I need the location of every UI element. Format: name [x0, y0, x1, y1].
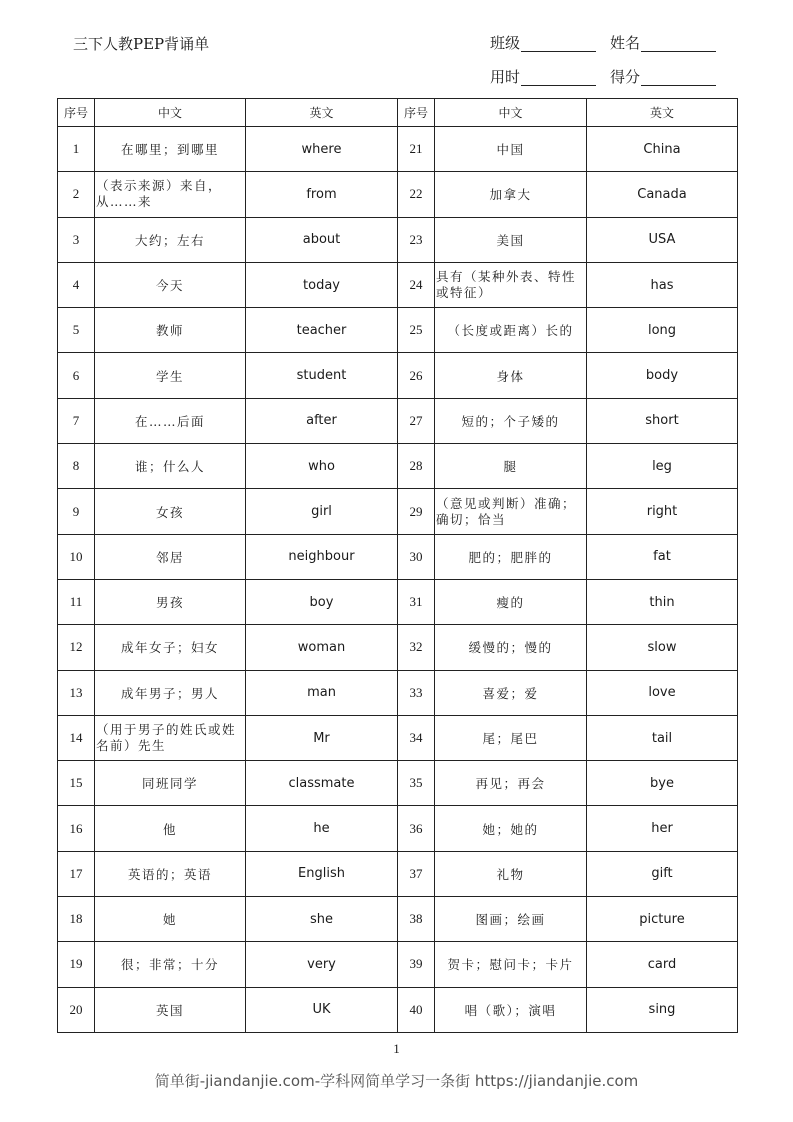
- row-number: 14: [58, 715, 95, 760]
- row-number: 15: [58, 761, 95, 806]
- table-header-row: [58, 99, 738, 127]
- name-field: [610, 34, 716, 52]
- column-header: 英文: [587, 99, 738, 127]
- chinese-meaning: 在……后面: [95, 398, 246, 443]
- row-number: 18: [58, 897, 95, 942]
- english-word: boy: [246, 579, 398, 624]
- table-row: [58, 670, 738, 715]
- english-word: her: [587, 806, 738, 851]
- table-row: [58, 851, 738, 896]
- row-number: 8: [58, 444, 95, 489]
- row-number: 25: [398, 308, 435, 353]
- score-blank[interactable]: [641, 69, 716, 86]
- row-number: 33: [398, 670, 435, 715]
- table-row: [58, 987, 738, 1032]
- time-label: 用时: [490, 68, 521, 86]
- chinese-meaning: 教师: [95, 308, 246, 353]
- english-word: UK: [246, 987, 398, 1032]
- row-number: 1: [58, 127, 95, 172]
- row-number: 19: [58, 942, 95, 987]
- english-word: China: [587, 127, 738, 172]
- table-row: [58, 625, 738, 670]
- table-row: [58, 398, 738, 443]
- chinese-meaning: 成年男子；男人: [95, 670, 246, 715]
- table-row: [58, 444, 738, 489]
- row-number: 4: [58, 262, 95, 307]
- english-word: very: [246, 942, 398, 987]
- row-number: 21: [398, 127, 435, 172]
- chinese-meaning: （意见或判断）准确；确切；恰当: [435, 489, 587, 534]
- table-row: [58, 897, 738, 942]
- chinese-meaning: 英语的；英语: [95, 851, 246, 896]
- table-row: [58, 806, 738, 851]
- time-field: [490, 68, 596, 86]
- chinese-meaning: 她: [95, 897, 246, 942]
- chinese-meaning: （用于男子的姓氏或姓名前）先生: [95, 715, 246, 760]
- english-word: Canada: [587, 172, 738, 217]
- chinese-meaning: 她；她的: [435, 806, 587, 851]
- page-number: 1: [393, 1041, 400, 1056]
- english-word: woman: [246, 625, 398, 670]
- english-word: from: [246, 172, 398, 217]
- vocabulary-table: [57, 98, 738, 1033]
- table-row: [58, 579, 738, 624]
- class-field: [490, 34, 596, 52]
- row-number: 36: [398, 806, 435, 851]
- name-blank[interactable]: [641, 35, 716, 52]
- table-row: [58, 308, 738, 353]
- english-word: picture: [587, 897, 738, 942]
- column-header: 英文: [246, 99, 398, 127]
- english-word: body: [587, 353, 738, 398]
- chinese-meaning: 加拿大: [435, 172, 587, 217]
- english-word: Mr: [246, 715, 398, 760]
- row-number: 30: [398, 534, 435, 579]
- row-number: 9: [58, 489, 95, 534]
- row-number: 3: [58, 217, 95, 262]
- time-blank[interactable]: [521, 69, 596, 86]
- row-number: 20: [58, 987, 95, 1032]
- table-row: [58, 127, 738, 172]
- chinese-meaning: 身体: [435, 353, 587, 398]
- english-word: card: [587, 942, 738, 987]
- english-word: has: [587, 262, 738, 307]
- row-number: 5: [58, 308, 95, 353]
- chinese-meaning: 谁；什么人: [95, 444, 246, 489]
- chinese-meaning: 瘦的: [435, 579, 587, 624]
- score-field: [610, 68, 716, 86]
- english-word: after: [246, 398, 398, 443]
- chinese-meaning: 很；非常；十分: [95, 942, 246, 987]
- english-word: bye: [587, 761, 738, 806]
- chinese-meaning: 男孩: [95, 579, 246, 624]
- chinese-meaning: 女孩: [95, 489, 246, 534]
- english-word: English: [246, 851, 398, 896]
- row-number: 32: [398, 625, 435, 670]
- chinese-meaning: 礼物: [435, 851, 587, 896]
- chinese-meaning: 缓慢的；慢的: [435, 625, 587, 670]
- english-word: neighbour: [246, 534, 398, 579]
- chinese-meaning: 他: [95, 806, 246, 851]
- chinese-meaning: 大约；左右: [95, 217, 246, 262]
- table-row: [58, 534, 738, 579]
- chinese-meaning: 在哪里；到哪里: [95, 127, 246, 172]
- chinese-meaning: 短的；个子矮的: [435, 398, 587, 443]
- class-blank[interactable]: [521, 35, 596, 52]
- english-word: girl: [246, 489, 398, 534]
- english-word: leg: [587, 444, 738, 489]
- english-word: today: [246, 262, 398, 307]
- table-row: [58, 942, 738, 987]
- row-number: 28: [398, 444, 435, 489]
- english-word: tail: [587, 715, 738, 760]
- chinese-meaning: 成年女子；妇女: [95, 625, 246, 670]
- name-label: 姓名: [610, 34, 641, 52]
- chinese-meaning: 中国: [435, 127, 587, 172]
- column-header: 中文: [435, 99, 587, 127]
- table-row: [58, 217, 738, 262]
- class-label: 班级: [490, 34, 521, 52]
- row-number: 38: [398, 897, 435, 942]
- row-number: 11: [58, 579, 95, 624]
- table-row: [58, 262, 738, 307]
- english-word: short: [587, 398, 738, 443]
- chinese-meaning: 美国: [435, 217, 587, 262]
- chinese-meaning: 尾；尾巴: [435, 715, 587, 760]
- row-number: 22: [398, 172, 435, 217]
- english-word: who: [246, 444, 398, 489]
- english-word: thin: [587, 579, 738, 624]
- table-row: [58, 715, 738, 760]
- row-number: 12: [58, 625, 95, 670]
- english-word: gift: [587, 851, 738, 896]
- row-number: 10: [58, 534, 95, 579]
- chinese-meaning: 再见；再会: [435, 761, 587, 806]
- chinese-meaning: 肥的；肥胖的: [435, 534, 587, 579]
- english-word: sing: [587, 987, 738, 1032]
- chinese-meaning: （表示来源）来自，从……来: [95, 172, 246, 217]
- english-word: student: [246, 353, 398, 398]
- english-word: love: [587, 670, 738, 715]
- row-number: 34: [398, 715, 435, 760]
- table-row: [58, 761, 738, 806]
- english-word: slow: [587, 625, 738, 670]
- chinese-meaning: 腿: [435, 444, 587, 489]
- english-word: classmate: [246, 761, 398, 806]
- row-number: 24: [398, 262, 435, 307]
- row-number: 29: [398, 489, 435, 534]
- row-number: 2: [58, 172, 95, 217]
- row-number: 37: [398, 851, 435, 896]
- chinese-meaning: 喜爱；爱: [435, 670, 587, 715]
- chinese-meaning: 英国: [95, 987, 246, 1032]
- chinese-meaning: 学生: [95, 353, 246, 398]
- english-word: she: [246, 897, 398, 942]
- row-number: 23: [398, 217, 435, 262]
- column-header: 中文: [95, 99, 246, 127]
- table-row: [58, 172, 738, 217]
- row-number: 27: [398, 398, 435, 443]
- english-word: fat: [587, 534, 738, 579]
- chinese-meaning: 唱（歌）；演唱: [435, 987, 587, 1032]
- row-number: 17: [58, 851, 95, 896]
- row-number: 35: [398, 761, 435, 806]
- column-header: 序号: [58, 99, 95, 127]
- column-header: 序号: [398, 99, 435, 127]
- english-word: where: [246, 127, 398, 172]
- table-row: [58, 353, 738, 398]
- chinese-meaning: 今天: [95, 262, 246, 307]
- chinese-meaning: 图画；绘画: [435, 897, 587, 942]
- row-number: 16: [58, 806, 95, 851]
- english-word: about: [246, 217, 398, 262]
- english-word: teacher: [246, 308, 398, 353]
- score-label: 得分: [610, 68, 641, 86]
- footer-watermark: 简单街-jiandanjie.com-学科网简单学习一条街 https://jiandanjie.com: [154, 1072, 639, 1090]
- chinese-meaning: 具有（某种外表、特性或特征）: [435, 262, 587, 307]
- chinese-meaning: 邻居: [95, 534, 246, 579]
- row-number: 6: [58, 353, 95, 398]
- table-row: [58, 489, 738, 534]
- row-number: 39: [398, 942, 435, 987]
- chinese-meaning: 贺卡；慰问卡；卡片: [435, 942, 587, 987]
- english-word: long: [587, 308, 738, 353]
- row-number: 7: [58, 398, 95, 443]
- student-info-fields: [490, 18, 730, 86]
- row-number: 31: [398, 579, 435, 624]
- page-title: 三下人教PEP背诵单: [73, 35, 210, 53]
- english-word: right: [587, 489, 738, 534]
- english-word: USA: [587, 217, 738, 262]
- chinese-meaning: 同班同学: [95, 761, 246, 806]
- row-number: 26: [398, 353, 435, 398]
- row-number: 40: [398, 987, 435, 1032]
- english-word: he: [246, 806, 398, 851]
- row-number: 13: [58, 670, 95, 715]
- english-word: man: [246, 670, 398, 715]
- chinese-meaning: （长度或距离）长的: [435, 308, 587, 353]
